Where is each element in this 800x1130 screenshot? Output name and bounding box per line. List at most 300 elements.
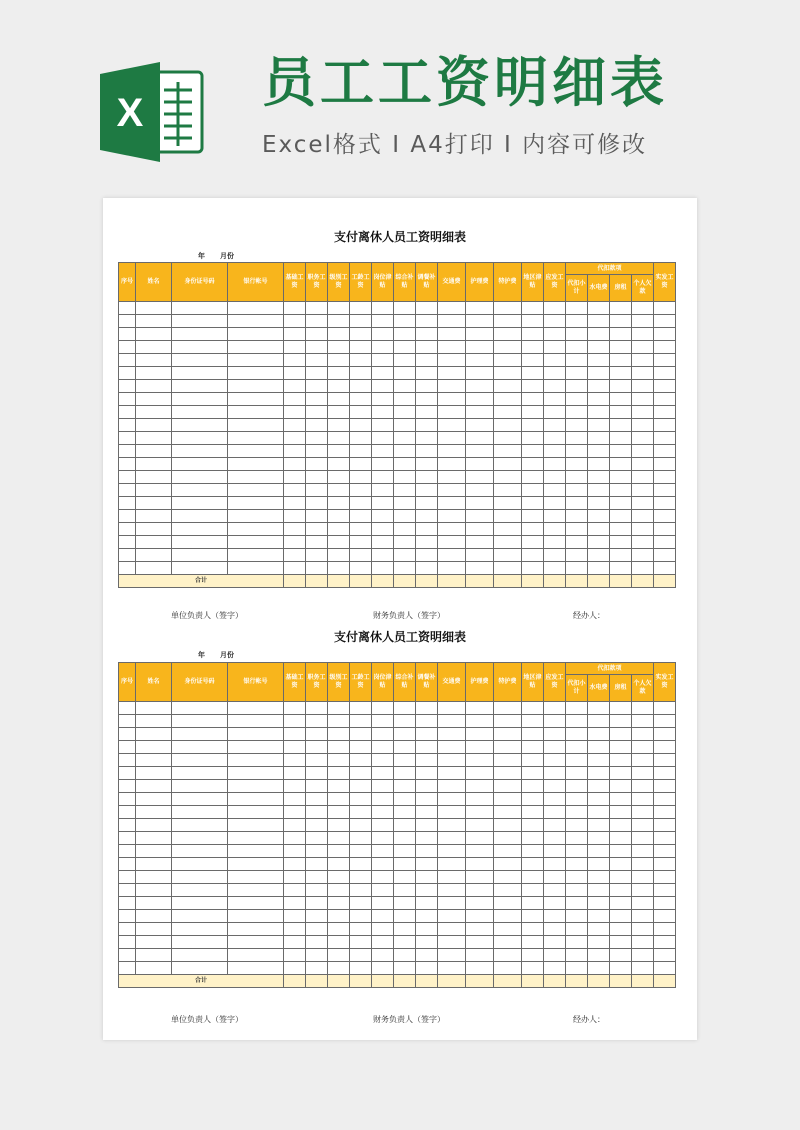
table-cell[interactable] [284, 328, 306, 341]
table-cell[interactable] [654, 897, 676, 910]
table-cell[interactable] [372, 754, 394, 767]
table-cell[interactable] [136, 832, 172, 845]
table-cell[interactable] [328, 458, 350, 471]
table-cell[interactable] [438, 819, 466, 832]
table-cell[interactable] [466, 962, 494, 975]
table-cell[interactable] [172, 484, 228, 497]
table-cell[interactable] [372, 523, 394, 536]
table-cell[interactable] [228, 354, 284, 367]
table-cell[interactable] [172, 510, 228, 523]
table-cell[interactable] [654, 949, 676, 962]
table-cell[interactable] [350, 780, 372, 793]
table-cell[interactable] [610, 484, 632, 497]
table-cell[interactable] [350, 949, 372, 962]
table-cell[interactable] [284, 819, 306, 832]
table-cell[interactable] [172, 923, 228, 936]
table-cell[interactable] [306, 884, 328, 897]
table-cell[interactable] [416, 780, 438, 793]
total-cell[interactable] [416, 575, 438, 588]
table-cell[interactable] [544, 367, 566, 380]
table-cell[interactable] [544, 315, 566, 328]
table-cell[interactable] [394, 793, 416, 806]
table-cell[interactable] [438, 754, 466, 767]
table-cell[interactable] [632, 767, 654, 780]
table-cell[interactable] [438, 793, 466, 806]
table-cell[interactable] [438, 523, 466, 536]
table-cell[interactable] [466, 471, 494, 484]
table-cell[interactable] [416, 302, 438, 315]
table-cell[interactable] [172, 393, 228, 406]
table-cell[interactable] [438, 949, 466, 962]
table-cell[interactable] [632, 367, 654, 380]
table-cell[interactable] [328, 510, 350, 523]
table-cell[interactable] [494, 910, 522, 923]
table-cell[interactable] [610, 780, 632, 793]
table-cell[interactable] [394, 832, 416, 845]
total-cell[interactable] [522, 975, 544, 988]
table-cell[interactable] [228, 562, 284, 575]
table-cell[interactable] [466, 354, 494, 367]
table-cell[interactable] [522, 858, 544, 871]
table-cell[interactable] [654, 536, 676, 549]
table-cell[interactable] [610, 536, 632, 549]
table-cell[interactable] [284, 767, 306, 780]
table-cell[interactable] [394, 741, 416, 754]
table-cell[interactable] [544, 549, 566, 562]
table-cell[interactable] [522, 536, 544, 549]
table-cell[interactable] [228, 497, 284, 510]
table-cell[interactable] [522, 419, 544, 432]
table-cell[interactable] [466, 393, 494, 406]
table-cell[interactable] [172, 936, 228, 949]
total-cell[interactable] [372, 975, 394, 988]
table-cell[interactable] [494, 819, 522, 832]
table-cell[interactable] [416, 445, 438, 458]
table-cell[interactable] [350, 845, 372, 858]
table-cell[interactable] [494, 962, 522, 975]
table-cell[interactable] [566, 484, 588, 497]
table-cell[interactable] [306, 367, 328, 380]
table-cell[interactable] [284, 923, 306, 936]
table-cell[interactable] [632, 302, 654, 315]
table-cell[interactable] [544, 923, 566, 936]
table-cell[interactable] [416, 510, 438, 523]
table-cell[interactable] [372, 393, 394, 406]
table-cell[interactable] [566, 806, 588, 819]
table-cell[interactable] [632, 497, 654, 510]
table-cell[interactable] [494, 393, 522, 406]
table-cell[interactable] [136, 510, 172, 523]
table-cell[interactable] [522, 767, 544, 780]
table-cell[interactable] [284, 341, 306, 354]
table-cell[interactable] [306, 845, 328, 858]
table-cell[interactable] [172, 354, 228, 367]
table-cell[interactable] [228, 471, 284, 484]
table-cell[interactable] [119, 471, 136, 484]
table-cell[interactable] [228, 819, 284, 832]
table-cell[interactable] [544, 845, 566, 858]
table-cell[interactable] [522, 341, 544, 354]
table-cell[interactable] [328, 432, 350, 445]
table-cell[interactable] [284, 780, 306, 793]
total-cell[interactable] [466, 975, 494, 988]
table-cell[interactable] [610, 328, 632, 341]
table-cell[interactable] [372, 897, 394, 910]
table-cell[interactable] [416, 754, 438, 767]
table-cell[interactable] [228, 884, 284, 897]
table-cell[interactable] [544, 767, 566, 780]
table-cell[interactable] [588, 523, 610, 536]
table-cell[interactable] [136, 536, 172, 549]
table-cell[interactable] [394, 715, 416, 728]
table-cell[interactable] [610, 936, 632, 949]
table-cell[interactable] [306, 767, 328, 780]
table-cell[interactable] [566, 367, 588, 380]
table-cell[interactable] [438, 923, 466, 936]
table-cell[interactable] [372, 819, 394, 832]
table-cell[interactable] [416, 910, 438, 923]
table-cell[interactable] [466, 523, 494, 536]
table-cell[interactable] [566, 419, 588, 432]
table-cell[interactable] [228, 715, 284, 728]
table-cell[interactable] [588, 419, 610, 432]
table-cell[interactable] [438, 328, 466, 341]
table-cell[interactable] [588, 923, 610, 936]
table-cell[interactable] [610, 949, 632, 962]
table-cell[interactable] [306, 393, 328, 406]
table-cell[interactable] [284, 471, 306, 484]
table-cell[interactable] [566, 523, 588, 536]
table-cell[interactable] [172, 897, 228, 910]
table-cell[interactable] [172, 497, 228, 510]
table-cell[interactable] [544, 536, 566, 549]
table-cell[interactable] [610, 819, 632, 832]
table-cell[interactable] [438, 562, 466, 575]
table-cell[interactable] [350, 419, 372, 432]
table-cell[interactable] [588, 897, 610, 910]
table-cell[interactable] [588, 354, 610, 367]
table-cell[interactable] [588, 536, 610, 549]
table-cell[interactable] [588, 510, 610, 523]
table-cell[interactable] [522, 445, 544, 458]
table-cell[interactable] [394, 754, 416, 767]
table-cell[interactable] [228, 328, 284, 341]
table-cell[interactable] [350, 484, 372, 497]
table-cell[interactable] [136, 302, 172, 315]
table-cell[interactable] [466, 884, 494, 897]
table-cell[interactable] [394, 367, 416, 380]
table-cell[interactable] [350, 328, 372, 341]
table-cell[interactable] [228, 845, 284, 858]
table-cell[interactable] [306, 562, 328, 575]
table-cell[interactable] [394, 406, 416, 419]
table-cell[interactable] [522, 754, 544, 767]
table-cell[interactable] [632, 793, 654, 806]
table-cell[interactable] [654, 458, 676, 471]
table-cell[interactable] [416, 406, 438, 419]
table-cell[interactable] [610, 910, 632, 923]
table-cell[interactable] [136, 562, 172, 575]
table-cell[interactable] [394, 702, 416, 715]
table-cell[interactable] [284, 858, 306, 871]
table-cell[interactable] [416, 806, 438, 819]
table-cell[interactable] [228, 523, 284, 536]
table-cell[interactable] [416, 458, 438, 471]
table-cell[interactable] [119, 419, 136, 432]
table-cell[interactable] [306, 471, 328, 484]
table-cell[interactable] [416, 845, 438, 858]
table-cell[interactable] [228, 458, 284, 471]
table-cell[interactable] [522, 806, 544, 819]
table-cell[interactable] [522, 884, 544, 897]
table-cell[interactable] [416, 793, 438, 806]
table-cell[interactable] [416, 432, 438, 445]
table-cell[interactable] [350, 741, 372, 754]
table-cell[interactable] [522, 923, 544, 936]
table-cell[interactable] [350, 923, 372, 936]
table-cell[interactable] [494, 923, 522, 936]
table-cell[interactable] [172, 858, 228, 871]
table-cell[interactable] [284, 523, 306, 536]
total-cell[interactable] [610, 575, 632, 588]
table-cell[interactable] [438, 393, 466, 406]
table-cell[interactable] [610, 393, 632, 406]
table-cell[interactable] [438, 432, 466, 445]
table-cell[interactable] [328, 793, 350, 806]
table-cell[interactable] [172, 962, 228, 975]
table-cell[interactable] [654, 367, 676, 380]
table-cell[interactable] [566, 923, 588, 936]
table-cell[interactable] [284, 897, 306, 910]
table-cell[interactable] [328, 754, 350, 767]
table-cell[interactable] [394, 432, 416, 445]
table-cell[interactable] [394, 341, 416, 354]
table-cell[interactable] [172, 406, 228, 419]
table-cell[interactable] [544, 702, 566, 715]
table-cell[interactable] [372, 315, 394, 328]
table-cell[interactable] [306, 754, 328, 767]
table-cell[interactable] [544, 523, 566, 536]
table-cell[interactable] [394, 845, 416, 858]
table-cell[interactable] [588, 393, 610, 406]
table-cell[interactable] [654, 936, 676, 949]
table-cell[interactable] [610, 767, 632, 780]
table-cell[interactable] [588, 380, 610, 393]
table-cell[interactable] [328, 897, 350, 910]
table-cell[interactable] [372, 536, 394, 549]
table-cell[interactable] [494, 780, 522, 793]
table-cell[interactable] [654, 328, 676, 341]
table-cell[interactable] [522, 523, 544, 536]
table-cell[interactable] [416, 536, 438, 549]
table-cell[interactable] [632, 393, 654, 406]
total-cell[interactable] [372, 575, 394, 588]
table-cell[interactable] [328, 536, 350, 549]
total-cell[interactable] [544, 575, 566, 588]
table-cell[interactable] [284, 445, 306, 458]
table-cell[interactable] [632, 962, 654, 975]
table-cell[interactable] [588, 471, 610, 484]
table-cell[interactable] [566, 406, 588, 419]
table-cell[interactable] [350, 754, 372, 767]
table-cell[interactable] [654, 315, 676, 328]
table-cell[interactable] [632, 806, 654, 819]
table-cell[interactable] [654, 819, 676, 832]
table-cell[interactable] [632, 728, 654, 741]
table-cell[interactable] [284, 728, 306, 741]
table-cell[interactable] [438, 962, 466, 975]
table-cell[interactable] [172, 302, 228, 315]
table-cell[interactable] [136, 871, 172, 884]
table-cell[interactable] [588, 728, 610, 741]
table-cell[interactable] [522, 702, 544, 715]
table-cell[interactable] [588, 936, 610, 949]
table-cell[interactable] [172, 702, 228, 715]
table-cell[interactable] [136, 484, 172, 497]
table-cell[interactable] [136, 328, 172, 341]
table-cell[interactable] [136, 767, 172, 780]
table-cell[interactable] [284, 806, 306, 819]
table-cell[interactable] [394, 858, 416, 871]
table-cell[interactable] [544, 328, 566, 341]
table-cell[interactable] [284, 871, 306, 884]
table-cell[interactable] [632, 549, 654, 562]
table-cell[interactable] [394, 910, 416, 923]
total-cell[interactable] [544, 975, 566, 988]
table-cell[interactable] [588, 832, 610, 845]
table-cell[interactable] [544, 497, 566, 510]
total-cell[interactable] [654, 575, 676, 588]
table-cell[interactable] [566, 962, 588, 975]
table-cell[interactable] [394, 871, 416, 884]
table-cell[interactable] [350, 497, 372, 510]
table-cell[interactable] [522, 328, 544, 341]
table-cell[interactable] [588, 871, 610, 884]
table-cell[interactable] [328, 419, 350, 432]
table-cell[interactable] [394, 536, 416, 549]
total-cell[interactable] [438, 575, 466, 588]
table-cell[interactable] [228, 419, 284, 432]
table-cell[interactable] [438, 910, 466, 923]
table-cell[interactable] [438, 367, 466, 380]
table-cell[interactable] [136, 432, 172, 445]
table-cell[interactable] [350, 458, 372, 471]
table-cell[interactable] [328, 702, 350, 715]
table-cell[interactable] [119, 380, 136, 393]
table-cell[interactable] [544, 858, 566, 871]
table-cell[interactable] [588, 315, 610, 328]
table-cell[interactable] [119, 741, 136, 754]
table-cell[interactable] [632, 884, 654, 897]
table-cell[interactable] [632, 949, 654, 962]
table-cell[interactable] [306, 458, 328, 471]
table-cell[interactable] [416, 328, 438, 341]
table-cell[interactable] [119, 341, 136, 354]
table-cell[interactable] [350, 406, 372, 419]
table-cell[interactable] [610, 471, 632, 484]
table-cell[interactable] [228, 793, 284, 806]
table-cell[interactable] [610, 523, 632, 536]
table-cell[interactable] [654, 445, 676, 458]
table-cell[interactable] [466, 367, 494, 380]
table-cell[interactable] [544, 484, 566, 497]
table-cell[interactable] [438, 315, 466, 328]
table-cell[interactable] [306, 315, 328, 328]
table-cell[interactable] [350, 549, 372, 562]
table-cell[interactable] [136, 380, 172, 393]
table-cell[interactable] [372, 923, 394, 936]
table-cell[interactable] [172, 871, 228, 884]
table-cell[interactable] [416, 523, 438, 536]
table-cell[interactable] [136, 897, 172, 910]
total-cell[interactable] [632, 975, 654, 988]
table-cell[interactable] [494, 367, 522, 380]
table-cell[interactable] [438, 341, 466, 354]
table-cell[interactable] [136, 445, 172, 458]
table-cell[interactable] [372, 741, 394, 754]
table-cell[interactable] [610, 497, 632, 510]
table-cell[interactable] [416, 728, 438, 741]
table-cell[interactable] [372, 806, 394, 819]
table-cell[interactable] [306, 949, 328, 962]
table-cell[interactable] [566, 341, 588, 354]
table-cell[interactable] [306, 923, 328, 936]
table-cell[interactable] [494, 484, 522, 497]
table-cell[interactable] [438, 419, 466, 432]
table-cell[interactable] [654, 471, 676, 484]
table-cell[interactable] [350, 445, 372, 458]
table-cell[interactable] [119, 328, 136, 341]
table-cell[interactable] [172, 715, 228, 728]
table-cell[interactable] [136, 393, 172, 406]
table-cell[interactable] [119, 315, 136, 328]
table-cell[interactable] [588, 484, 610, 497]
table-cell[interactable] [522, 819, 544, 832]
table-cell[interactable] [350, 341, 372, 354]
table-cell[interactable] [522, 484, 544, 497]
table-cell[interactable] [416, 702, 438, 715]
table-cell[interactable] [522, 949, 544, 962]
table-cell[interactable] [228, 367, 284, 380]
table-cell[interactable] [522, 510, 544, 523]
table-cell[interactable] [136, 715, 172, 728]
total-cell[interactable] [632, 575, 654, 588]
table-cell[interactable] [610, 549, 632, 562]
table-cell[interactable] [228, 380, 284, 393]
table-cell[interactable] [632, 315, 654, 328]
table-cell[interactable] [610, 367, 632, 380]
table-cell[interactable] [466, 780, 494, 793]
table-cell[interactable] [306, 328, 328, 341]
table-cell[interactable] [416, 341, 438, 354]
table-cell[interactable] [566, 445, 588, 458]
table-cell[interactable] [372, 432, 394, 445]
table-cell[interactable] [466, 536, 494, 549]
table-cell[interactable] [566, 936, 588, 949]
table-cell[interactable] [466, 897, 494, 910]
table-cell[interactable] [350, 510, 372, 523]
table-cell[interactable] [522, 897, 544, 910]
table-cell[interactable] [394, 458, 416, 471]
table-cell[interactable] [350, 832, 372, 845]
table-cell[interactable] [306, 341, 328, 354]
table-cell[interactable] [328, 445, 350, 458]
table-cell[interactable] [438, 871, 466, 884]
table-cell[interactable] [328, 780, 350, 793]
table-cell[interactable] [372, 871, 394, 884]
table-cell[interactable] [632, 419, 654, 432]
table-cell[interactable] [228, 741, 284, 754]
